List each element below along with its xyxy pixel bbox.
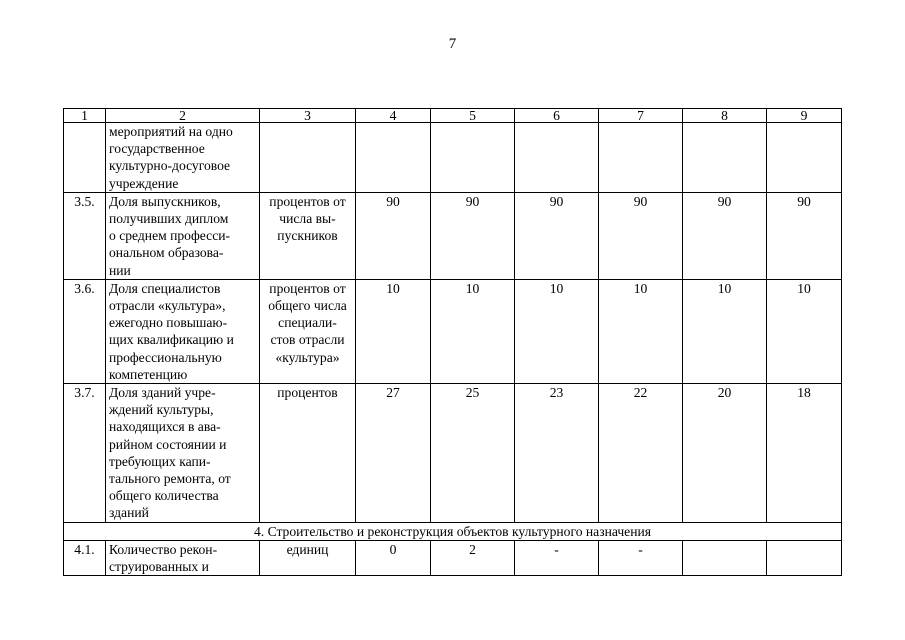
indicator-name-line: тального ремонта, от xyxy=(109,471,231,487)
unit-line: общего числа xyxy=(268,298,347,314)
indicator-name-line: ждений культуры, xyxy=(109,402,214,418)
value-cell: 10 xyxy=(515,279,599,383)
value-cell: 90 xyxy=(767,192,842,279)
table-row xyxy=(64,540,842,575)
value-cell: 90 xyxy=(683,192,767,279)
column-header: 6 xyxy=(515,109,599,123)
indicator-name-line: рийном состоянии и xyxy=(109,436,227,452)
indicator-name-line: компетенцию xyxy=(109,366,188,382)
unit-line: процентов xyxy=(277,385,338,401)
table-row xyxy=(64,192,842,279)
unit-line: стов отрасли xyxy=(270,332,345,348)
value-cell: 10 xyxy=(356,279,431,383)
value-cell: 10 xyxy=(683,279,767,383)
indicator-name-line: мероприятий на одно xyxy=(109,124,233,139)
section-title: 4. Строительство и реконструкция объектов культурного назначения xyxy=(64,522,842,540)
section-row xyxy=(64,522,842,540)
value-cell: 10 xyxy=(599,279,683,383)
value-cell: 90 xyxy=(431,192,515,279)
indicator-name xyxy=(106,384,260,523)
indicator-name xyxy=(106,279,260,383)
value-cell: 20 xyxy=(683,384,767,523)
value-cell: 27 xyxy=(356,384,431,523)
value-cell xyxy=(599,123,683,193)
indicator-name xyxy=(106,123,260,193)
indicator-name-line: общего количества xyxy=(109,488,219,504)
unit-cell xyxy=(260,540,356,575)
column-header: 2 xyxy=(106,109,260,123)
value-cell: 10 xyxy=(431,279,515,383)
indicator-name xyxy=(106,192,260,279)
unit-cell xyxy=(260,279,356,383)
indicator-name-line: Количество рекон- xyxy=(109,541,218,557)
value-cell xyxy=(356,123,431,193)
column-header: 7 xyxy=(599,109,683,123)
column-header: 3 xyxy=(260,109,356,123)
indicator-name-line: находящихся в ава- xyxy=(109,419,221,435)
value-cell: 25 xyxy=(431,384,515,523)
indicator-name-line: о среднем професси- xyxy=(109,228,231,244)
table-header-row xyxy=(64,109,842,123)
column-header: 8 xyxy=(683,109,767,123)
value-cell: - xyxy=(599,540,683,575)
table-row xyxy=(64,123,842,193)
unit-cell xyxy=(260,123,356,193)
row-number: 3.5. xyxy=(64,192,106,279)
indicator-name-line: отрасли «культура», xyxy=(109,298,226,314)
value-cell: 23 xyxy=(515,384,599,523)
row-number: 3.6. xyxy=(64,279,106,383)
value-cell xyxy=(683,540,767,575)
indicator-name-line: государственное xyxy=(109,141,205,157)
unit-cell xyxy=(260,384,356,523)
indicator-name-line: учреждение xyxy=(109,175,179,191)
row-number xyxy=(64,123,106,193)
row-number: 3.7. xyxy=(64,384,106,523)
column-header: 1 xyxy=(64,109,106,123)
indicator-name-line: ональном образова- xyxy=(109,245,224,261)
indicator-name-line: зданий xyxy=(109,505,149,521)
value-cell: 0 xyxy=(356,540,431,575)
page-number: 7 xyxy=(448,36,457,52)
table-row xyxy=(64,279,842,383)
value-cell: 90 xyxy=(515,192,599,279)
row-number: 4.1. xyxy=(64,540,106,575)
unit-line: специали- xyxy=(278,315,337,331)
unit-line: числа вы- xyxy=(279,211,336,227)
indicator-name xyxy=(106,540,260,575)
unit-line: «культура» xyxy=(275,349,340,365)
value-cell: - xyxy=(515,540,599,575)
indicator-name-line: ежегодно повышаю- xyxy=(109,315,228,331)
value-cell: 18 xyxy=(767,384,842,523)
value-cell: 90 xyxy=(599,192,683,279)
value-cell xyxy=(431,123,515,193)
column-header: 4 xyxy=(356,109,431,123)
unit-cell xyxy=(260,192,356,279)
indicator-name-line: Доля выпускников, xyxy=(109,193,221,209)
column-header: 9 xyxy=(767,109,842,123)
value-cell xyxy=(767,540,842,575)
indicator-name-line: нии xyxy=(109,262,131,278)
indicator-name-line: струированных и xyxy=(109,559,209,575)
indicator-name-line: Доля зданий учре- xyxy=(109,385,216,401)
value-cell xyxy=(767,123,842,193)
table-row xyxy=(64,384,842,523)
value-cell: 90 xyxy=(356,192,431,279)
value-cell xyxy=(683,123,767,193)
unit-line: процентов от xyxy=(269,280,346,296)
indicator-name-line: требующих капи- xyxy=(109,453,211,469)
indicator-name-line: профессиональную xyxy=(109,349,222,365)
value-cell xyxy=(515,123,599,193)
value-cell: 2 xyxy=(431,540,515,575)
indicator-name-line: получивших диплом xyxy=(109,211,229,227)
indicator-name-line: культурно-досуговое xyxy=(109,158,231,174)
unit-line: процентов от xyxy=(269,193,346,209)
unit-line: единиц xyxy=(286,541,329,557)
value-cell: 10 xyxy=(767,279,842,383)
column-header: 5 xyxy=(431,109,515,123)
value-cell: 22 xyxy=(599,384,683,523)
indicators-table xyxy=(63,108,842,576)
indicator-name-line: щих квалификацию и xyxy=(109,332,234,348)
unit-line: пускников xyxy=(277,228,338,244)
indicator-name-line: Доля специалистов xyxy=(109,280,221,296)
